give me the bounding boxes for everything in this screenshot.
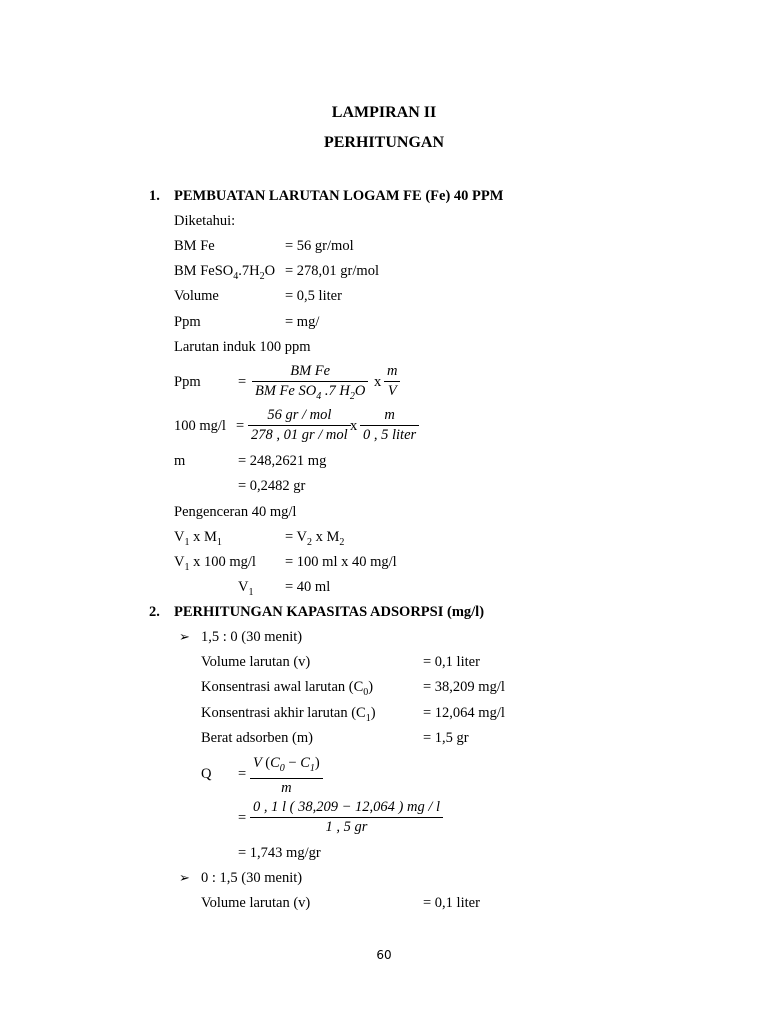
mgl-eq-sign: = (236, 418, 245, 434)
v1x100-label: $V_1$ x 100 mg/l (174, 554, 256, 573)
v1-label: $V_1$ (238, 579, 254, 598)
fraction-q (250, 755, 323, 797)
fraction-m-v-denominator: V (387, 383, 397, 399)
fraction-bmfe (252, 363, 368, 405)
ppm-value: = mg/ (285, 314, 320, 330)
m-label: m (174, 453, 186, 469)
ppm-label: Ppm (174, 314, 201, 330)
ppm-eq-label: Ppm (174, 374, 201, 390)
bm-feso4-value: = 278,01 gr/mol (285, 263, 379, 279)
fraction-m-05-denominator: 0 , 5 liter (363, 427, 417, 443)
volume-value: = 0,5 liter (285, 288, 342, 304)
case-1-c0-value: = 38,209 mg/l (423, 679, 505, 695)
section-2-title: PERHITUNGAN KAPASITAS ADSORPSI (mg/l) (174, 604, 485, 620)
mgl-label: 100 mg/l (174, 418, 226, 434)
case-1-c1-value: = 12,064 mg/l (423, 705, 505, 721)
heading-perhitungan: PERHITUNGAN (323, 134, 444, 151)
pengenceran-label: Pengenceran 40 mg/l (174, 504, 297, 520)
case-1-c0-label: Konsentrasi awal larutan $(C_0)$ (201, 679, 374, 698)
section-1-number: 1. (149, 188, 160, 204)
q-label: Q (201, 766, 212, 782)
q2-eq-sign: = (238, 810, 247, 826)
case-1-m-label: Berat adsorben (m) (201, 730, 313, 746)
case-1-volume-label: Volume larutan (v) (201, 654, 311, 670)
larutan-induk: Larutan induk 100 ppm (174, 339, 311, 355)
fraction-bmfe-denominator: BM Fe $SO_4$ .7 $H_2O$ (255, 383, 366, 402)
times-sign: x (374, 374, 382, 390)
page-number: 60 (376, 948, 392, 962)
fraction-bmfe-numerator: BM Fe (290, 363, 331, 379)
case-1-m-value: = 1,5 gr (423, 730, 469, 746)
case-1-c1-label: Konsentrasi akhir larutan $(C_1)$ (201, 705, 376, 724)
fraction-m-05 (360, 407, 419, 444)
arrow-bullet-icon: ➢ (179, 870, 190, 885)
ppm-eq-sign: = (238, 374, 247, 390)
fraction-q-numerator: V $(C_0 - C_1)$ (253, 755, 320, 774)
fraction-q-denominator: m (281, 779, 292, 796)
case-1-label: 1,5 : 0 (30 menit) (201, 629, 303, 645)
v1-value: = 40 ml (285, 579, 331, 595)
section-2-number: 2. (149, 604, 160, 620)
fraction-m-v-numerator: m (387, 363, 398, 379)
fraction-q-values-numerator: 0 , 1 l ( 38,209 − 12,064 ) mg / l (253, 799, 440, 815)
heading-lampiran: LAMPIRAN II (331, 104, 437, 121)
section-1-title: PEMBUATAN LARUTAN LOGAM FE (Fe) 40 PPM (174, 188, 504, 204)
fraction-m-05-numerator: m (384, 407, 395, 423)
fraction-q-values-denominator: 1 , 5 gr (325, 819, 368, 835)
times-sign-2: x (350, 418, 358, 434)
fraction-56-numerator: 56 gr / mol (267, 407, 332, 423)
q-eq-sign: = (238, 766, 247, 782)
fraction-56 (248, 407, 351, 444)
v1x100-value: = 100 ml x 40 mg/l (285, 554, 397, 570)
volume-label: Volume (174, 288, 219, 304)
bm-fe-value: = 56 gr/mol (285, 238, 354, 254)
case-1-volume-value: = 0,1 liter (423, 654, 480, 670)
diketahui-label: Diketahui: (174, 213, 236, 229)
case-2-volume-value: = 0,1 liter (423, 895, 480, 911)
arrow-bullet-icon: ➢ (179, 629, 190, 644)
case-2-volume-label: Volume larutan (v) (201, 895, 311, 911)
m-value-mg: = 248,2621 mg (238, 453, 327, 469)
fraction-q-values (250, 799, 443, 836)
fraction-56-denominator: 278 , 01 gr / mol (251, 427, 348, 443)
v1m1-label: $V_1$ x $M_1$ (174, 529, 222, 548)
bm-feso4-label: BM $FeSO_4.7H_2O$ (174, 263, 276, 282)
case-1-result: = 1,743 mg/gr (238, 845, 321, 861)
bm-fe-label: BM Fe (174, 238, 215, 254)
m-value-gr: = 0,2482 gr (238, 478, 306, 494)
fraction-m-v (384, 363, 400, 400)
v1m1-value: = $V_2$ x $M_2$ (285, 529, 345, 548)
case-2-label: 0 : 1,5 (30 menit) (201, 870, 303, 886)
